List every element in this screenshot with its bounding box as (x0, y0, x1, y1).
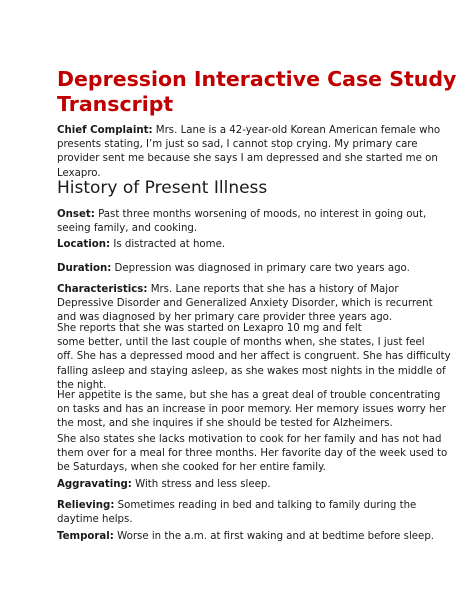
lexapro-line-2: some better, until the last couple of months when, she states, I just feel (57, 337, 425, 349)
motivation-paragraph (57, 433, 448, 476)
location-text: Is distracted at home. (110, 239, 226, 250)
document-title (57, 67, 457, 117)
chief-complaint-text-1: Mrs. Lane is a 42-year-old Korean American female who (152, 125, 441, 136)
characteristics-text-2: Depressive Disorder and Generalized Anxiety Disorder, which is recurrent (57, 298, 433, 310)
characteristics-text-1: Mrs. Lane reports that she has a history of Major (147, 284, 399, 295)
lexapro-line-5: the night. (57, 379, 107, 391)
duration-label: Duration: (57, 263, 112, 274)
appetite-paragraph (57, 389, 446, 432)
onset-text-1: Past three months worsening of moods, no interest in going out, (94, 209, 427, 220)
motivation-line-2: them over for a meal for three months. Her favorite day of the week used to (57, 448, 448, 460)
onset-text-2: seeing family, and cooking. (57, 223, 198, 235)
relieving-label: Relieving: (57, 500, 115, 511)
chief-complaint-paragraph (57, 124, 441, 181)
aggravating-text: With stress and less sleep. (131, 479, 271, 490)
chief-complaint-text-4: Lexapro. (57, 167, 101, 179)
duration-paragraph (57, 262, 429, 276)
lexapro-line-1: She reports that she was started on Lexapro 10 mg and felt (57, 323, 362, 334)
title-line-1: Depression Interactive Case Study (57, 67, 457, 91)
onset-paragraph (57, 208, 429, 236)
duration-text: Depression was diagnosed in primary care two years ago. (111, 263, 410, 274)
appetite-line-3: the most, and she inquires if she should be tested for Alzheimers. (57, 418, 393, 430)
motivation-line-3: be Saturdays, when she cooked for her entire family. (57, 462, 326, 474)
lexapro-paragraph (57, 322, 451, 393)
motivation-line-1: She also states she lacks motivation to cook for her family and has not had (57, 434, 442, 445)
lexapro-line-4: falling asleep and staying asleep, as she wakes most nights in the middle of (57, 365, 446, 377)
characteristics-text-3: and was diagnosed by her primary care provider three years ago. (57, 312, 392, 324)
appetite-line-2: on tasks and has an increase in poor memory. Her memory issues worry her (57, 404, 446, 416)
chief-complaint-text-3: provider sent me because she says I am depressed and she started me on (57, 153, 438, 165)
relieving-paragraph (57, 499, 429, 527)
location-paragraph (57, 238, 429, 252)
temporal-text: Worse in the a.m. at first waking and at bedtime before sleep. (113, 531, 435, 542)
title-line-2: Transcript (57, 92, 174, 116)
appetite-line-1: Her appetite is the same, but she has a great deal of trouble concentrating (57, 390, 441, 401)
chief-complaint-text-2: presents stating, I’m just so sad, I cannot stop crying. My primary care (57, 139, 418, 151)
relieving-text-1: Sometimes reading in bed and talking to family during the (114, 500, 417, 511)
aggravating-label: Aggravating: (57, 479, 132, 490)
relieving-text-2: daytime helps. (57, 514, 133, 526)
lexapro-line-3: off. She has a depressed mood and her affect is congruent. She has difficulty (57, 351, 451, 363)
location-label: Location: (57, 239, 111, 250)
aggravating-paragraph (57, 478, 429, 492)
temporal-label: Temporal: (57, 531, 114, 542)
characteristics-paragraph (57, 283, 433, 326)
onset-label: Onset: (57, 209, 95, 220)
characteristics-label: Characteristics: (57, 284, 148, 295)
temporal-paragraph (57, 530, 435, 544)
section-heading: History of Present Illness (57, 178, 268, 198)
chief-complaint-label: Chief Complaint: (57, 125, 153, 136)
